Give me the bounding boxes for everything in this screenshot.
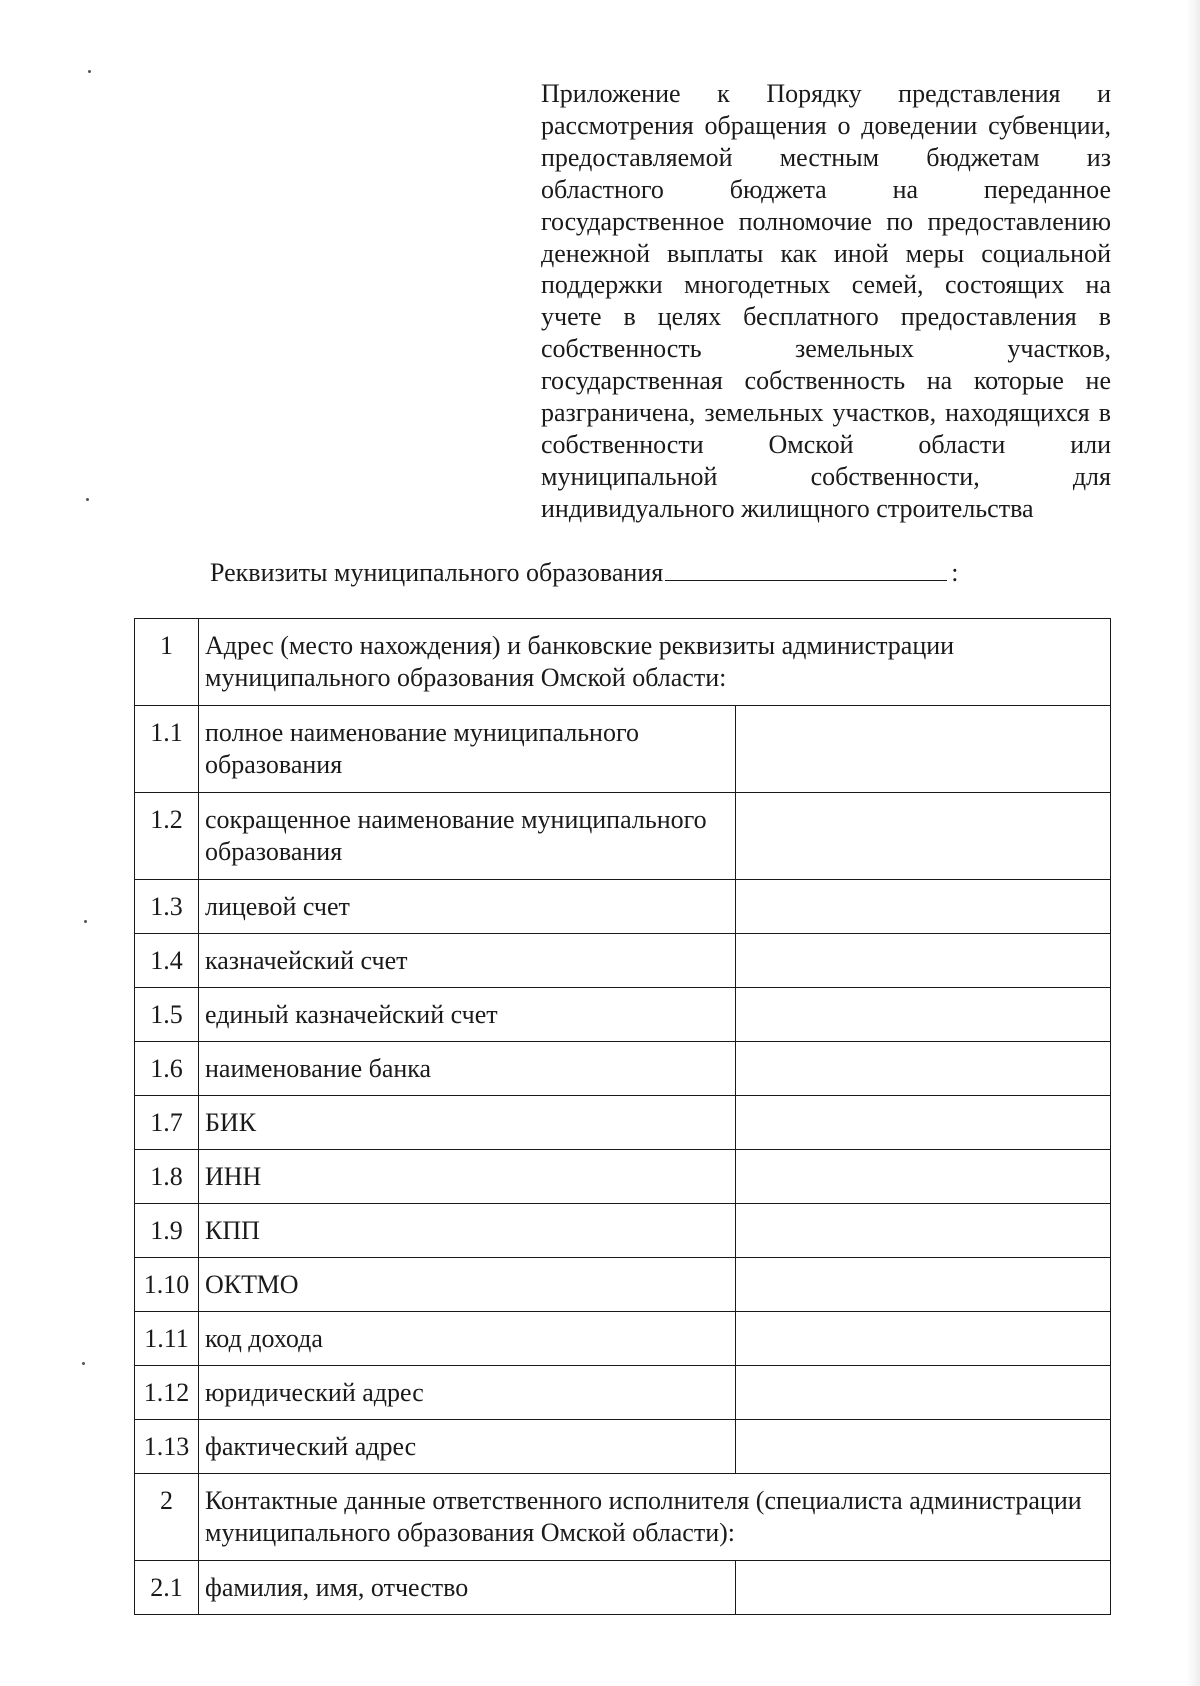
table-row: [135, 1150, 1111, 1204]
row-label: БИК: [199, 1096, 736, 1150]
row-number: 1.1: [135, 706, 199, 793]
section-title: Адрес (место нахождения) и банковские реквизиты администрации муниципального образования Омской области:: [199, 619, 1111, 706]
requisites-colon: :: [951, 558, 959, 587]
row-number: 1.7: [135, 1096, 199, 1150]
row-number: 2.1: [135, 1561, 199, 1615]
row-number: 1.12: [135, 1366, 199, 1420]
row-number: 1.4: [135, 934, 199, 988]
scan-speck: [88, 70, 91, 73]
row-label: наименование банка: [199, 1042, 736, 1096]
table-row: [135, 880, 1111, 934]
table-row: [135, 988, 1111, 1042]
row-number: 1.5: [135, 988, 199, 1042]
row-label: КПП: [199, 1204, 736, 1258]
requisites-blank-field[interactable]: [665, 556, 947, 581]
row-number: 1.2: [135, 793, 199, 880]
row-label: ИНН: [199, 1150, 736, 1204]
row-number: 1.11: [135, 1312, 199, 1366]
row-value-cell[interactable]: [736, 706, 1111, 793]
table-row: [135, 1096, 1111, 1150]
requisites-table: [134, 618, 1111, 1615]
table-row: [135, 934, 1111, 988]
row-number: 1.13: [135, 1420, 199, 1474]
row-value-cell[interactable]: [736, 934, 1111, 988]
row-label: лицевой счет: [199, 880, 736, 934]
section-number: 1: [135, 619, 199, 706]
row-number: 1.8: [135, 1150, 199, 1204]
row-value-cell[interactable]: [736, 1042, 1111, 1096]
row-number: 1.3: [135, 880, 199, 934]
row-label: единый казначейский счет: [199, 988, 736, 1042]
table-row: [135, 1561, 1111, 1615]
row-label: полное наименование муниципального образования: [199, 706, 736, 793]
table-row: [135, 1420, 1111, 1474]
row-label: фамилия, имя, отчество: [199, 1561, 736, 1615]
row-value-cell[interactable]: [736, 880, 1111, 934]
requisites-line: [210, 556, 958, 589]
row-number: 1.10: [135, 1258, 199, 1312]
row-label: код дохода: [199, 1312, 736, 1366]
row-label: юридический адрес: [199, 1366, 736, 1420]
table-row: [135, 706, 1111, 793]
row-value-cell[interactable]: [736, 1312, 1111, 1366]
section-title: Контактные данные ответственного исполнителя (специалиста администрации муниципального образования Омской области):: [199, 1474, 1111, 1561]
table-row: [135, 793, 1111, 880]
row-label: казначейский счет: [199, 934, 736, 988]
section-number: 2: [135, 1474, 199, 1561]
scan-speck: [82, 1362, 85, 1365]
scan-speck: [84, 920, 87, 923]
row-value-cell[interactable]: [736, 1204, 1111, 1258]
row-label: сокращенное наименование муниципального образования: [199, 793, 736, 880]
row-number: 1.9: [135, 1204, 199, 1258]
row-value-cell[interactable]: [736, 793, 1111, 880]
table-row: [135, 1258, 1111, 1312]
table-row: [135, 1312, 1111, 1366]
table-section-row: [135, 619, 1111, 706]
requisites-label: Реквизиты муниципального образования: [210, 558, 664, 587]
row-label: фактический адрес: [199, 1420, 736, 1474]
appendix-heading: Приложение к Порядку представления и рассмотрения обращения о доведении субвенции, предоставляемой местным бюджетам из областного бюджета на переданное государственное полномочие по предоставлению денежной выплаты как иной меры социальной поддержки многодетных семей, состоящих на учете в целях бесплатного предоставления в собственность земельных участков, государственная собственность на которые не разграничена, земельных участков, находящихся в собственности Омской области или муниципальной собственности, для индивидуального жилищного строительства: [541, 79, 1111, 523]
row-label: ОКТМО: [199, 1258, 736, 1312]
table-section-row: [135, 1474, 1111, 1561]
row-value-cell[interactable]: [736, 1096, 1111, 1150]
row-value-cell[interactable]: [736, 1420, 1111, 1474]
scan-speck: [86, 498, 89, 501]
row-value-cell[interactable]: [736, 1561, 1111, 1615]
row-value-cell[interactable]: [736, 988, 1111, 1042]
row-value-cell[interactable]: [736, 1258, 1111, 1312]
table-row: [135, 1204, 1111, 1258]
row-value-cell[interactable]: [736, 1150, 1111, 1204]
row-value-cell[interactable]: [736, 1366, 1111, 1420]
table-row: [135, 1042, 1111, 1096]
scan-edge: [1186, 0, 1200, 1686]
table-row: [135, 1366, 1111, 1420]
row-number: 1.6: [135, 1042, 199, 1096]
